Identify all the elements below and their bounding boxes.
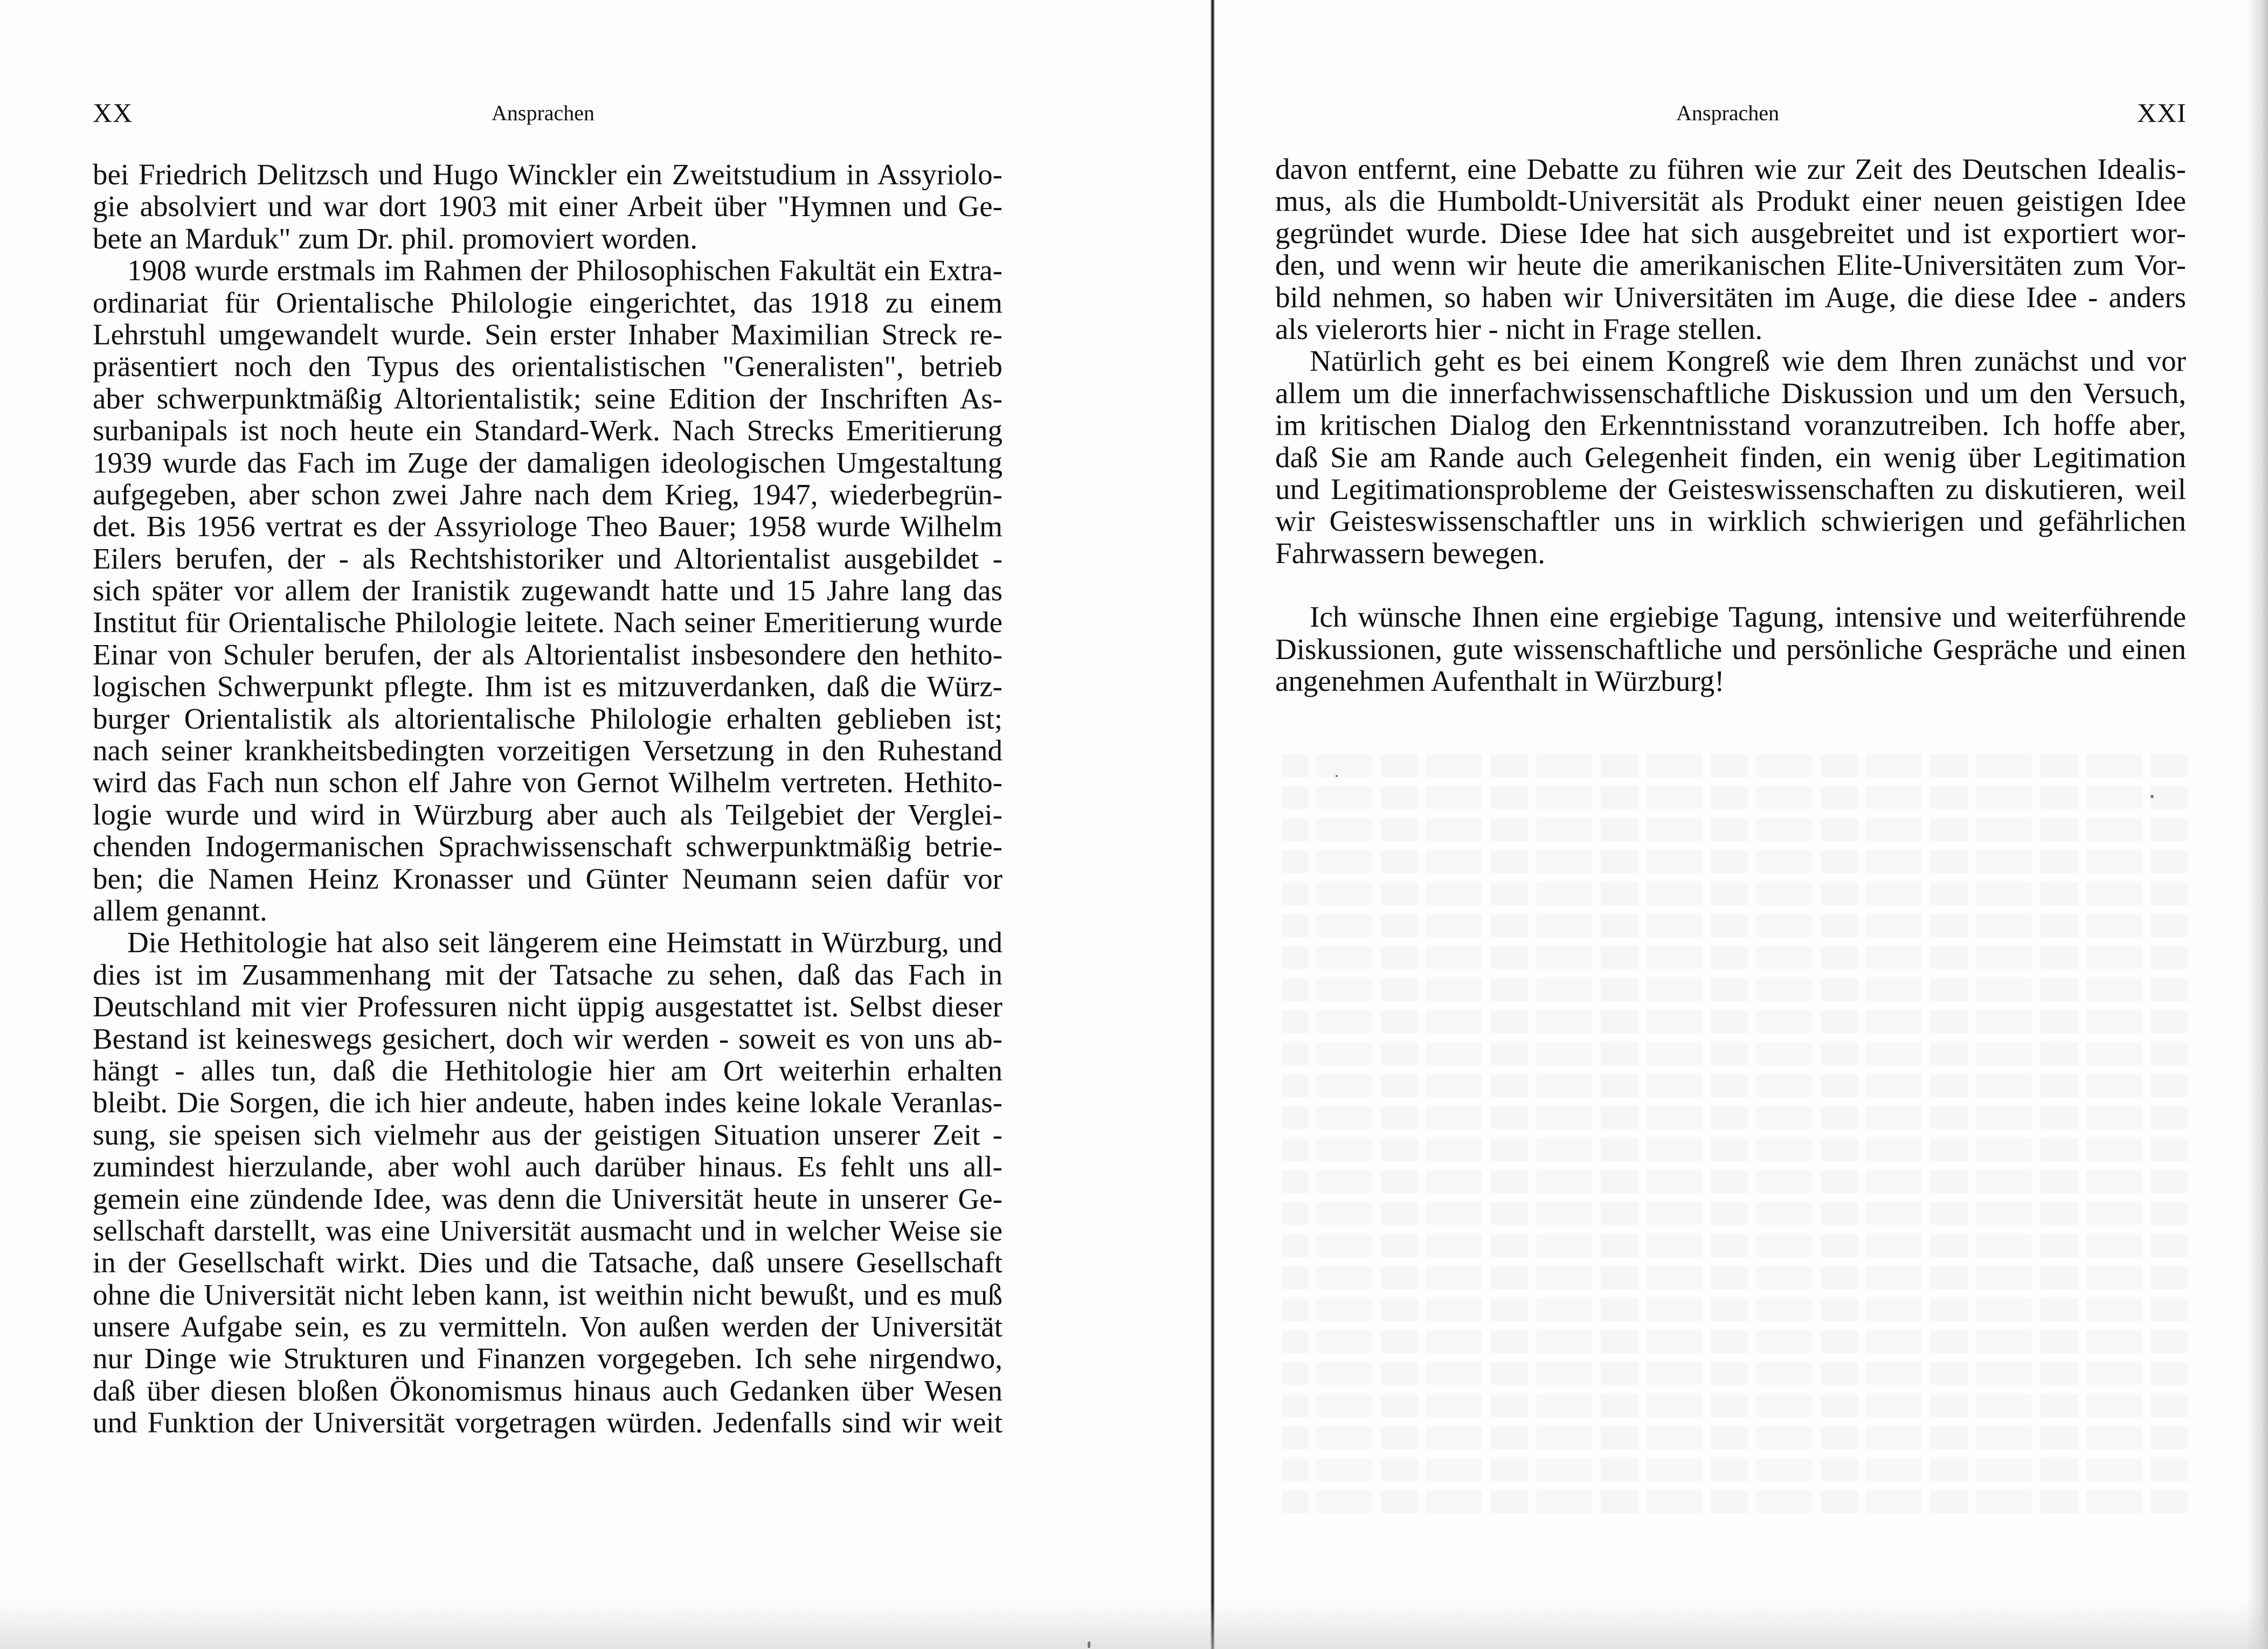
text-line: allem um die innerfachwissenschaftliche Diskussion und um den Versuch,: [1275, 377, 2186, 410]
book-gutter-divider: [1211, 0, 1215, 1649]
show-through-reverse-text: [1283, 749, 2188, 1557]
text-line: sung, sie speisen sich vielmehr aus der geistigen Situation unserer Zeit -: [93, 1118, 1002, 1151]
paragraph: [93, 926, 1002, 1438]
text-line: det. Bis 1956 vertrat es der Assyriologe Theo Bauer; 1958 wurde Wilhelm: [93, 510, 1002, 543]
text-line: 1908 wurde erstmals im Rahmen der Philosophischen Fakultät ein Extra-: [127, 254, 1002, 287]
page-number-left: XX: [93, 98, 133, 128]
text-line: angenehmen Aufenthalt in Würzburg!: [1275, 665, 1725, 697]
text-line: Lehrstuhl umgewandelt wurde. Sein erster Inhaber Maximilian Streck re-: [93, 318, 1002, 351]
text-line: präsentiert noch den Typus des orientalistischen "Generalisten", betrieb: [93, 350, 1002, 383]
text-line: Einar von Schuler berufen, der als Altorientalist insbesondere den hethito-: [93, 638, 1002, 671]
text-line: sellschaft darstellt, was eine Universität ausmacht und in welcher Weise sie: [93, 1214, 1002, 1247]
text-line: aufgegeben, aber schon zwei Jahre nach dem Krieg, 1947, wiederbegrün-: [93, 478, 1002, 511]
bottom-scan-shadow: [0, 1600, 2268, 1649]
text-line: gemein eine zündende Idee, was denn die Universität heute in unserer Ge-: [93, 1182, 1002, 1215]
text-line: gie absolviert und war dort 1903 mit einer Arbeit über "Hymnen und Ge-: [93, 190, 1002, 223]
text-line: Institut für Orientalische Philologie leitete. Nach seiner Emeritierung wurde: [93, 606, 1002, 639]
right-body-text: [1275, 153, 2186, 697]
text-line: unsere Aufgabe sein, es zu vermitteln. Von außen werden der Universität: [93, 1311, 1002, 1343]
text-line: aber schwerpunktmäßig Altorientalistik; seine Edition der Inschriften As-: [93, 382, 1002, 415]
text-line: burger Orientalistik als altorientalische Philologie erhalten geblieben ist;: [93, 702, 1002, 735]
text-line: Ich wünsche Ihnen eine ergiebige Tagung, intensive und weiterführende: [1310, 601, 2186, 633]
text-line: chenden Indogermanischen Sprachwissenschaft schwerpunktmäßig betrie-: [93, 830, 1002, 863]
text-line: daß Sie am Rande auch Gelegenheit finden, ein wenig über Legitimation: [1275, 441, 2186, 473]
text-line: im kritischen Dialog den Erkenntnisstand voranzutreiben. Ich hoffe aber,: [1275, 409, 2186, 441]
text-line: daß über diesen bloßen Ökonomismus hinaus auch Gedanken über Wesen: [93, 1374, 1002, 1407]
paragraph: [93, 254, 1002, 926]
text-line: hängt - alles tun, daß die Hethitologie hier am Ort weiterhin erhalten: [93, 1054, 1002, 1087]
running-head-left: Ansprachen: [492, 101, 595, 125]
text-line: Die Hethitologie hat also seit längerem eine Heimstatt in Würzburg, und: [127, 926, 1002, 959]
paragraph: [93, 158, 1002, 254]
text-line: mus, als die Humboldt-Universität als Produkt einer neuen geistigen Idee: [1275, 185, 2186, 217]
text-line: Fahrwassern bewegen.: [1275, 537, 1545, 570]
text-line: und Funktion der Universität vorgetragen würden. Jedenfalls sind wir weit: [93, 1406, 1002, 1439]
text-line: ordinariat für Orientalische Philologie eingerichtet, das 1918 zu einem: [93, 286, 1002, 318]
text-line: allem genannt.: [93, 894, 267, 927]
text-line: Eilers berufen, der - als Rechtshistoriker und Altorientalist ausgebildet -: [93, 542, 1002, 575]
text-line: sich später vor allem der Iranistik zugewandt hatte und 15 Jahre lang das: [93, 574, 1002, 607]
text-line: davon entfernt, eine Debatte zu führen wie zur Zeit des Deutschen Idealis-: [1275, 153, 2186, 185]
text-line: 1939 wurde das Fach im Zuge der damaligen ideologischen Umgestaltung: [93, 446, 1002, 479]
text-line: Natürlich geht es bei einem Kongreß wie dem Ihren zunächst und vor: [1310, 345, 2186, 377]
text-line: nur Dinge wie Strukturen und Finanzen vorgegeben. Ich sehe nirgendwo,: [93, 1342, 1002, 1375]
text-line: Deutschland mit vier Professuren nicht üppig ausgestattet ist. Selbst dieser: [93, 990, 1002, 1023]
text-line: und Legitimationsprobleme der Geisteswissenschaften zu diskutieren, weil: [1275, 473, 2186, 505]
left-body-text: [93, 158, 1002, 1439]
text-line: als vielerorts hier - nicht in Frage stellen.: [1275, 313, 1763, 345]
text-line: nach seiner krankheitsbedingten vorzeitigen Versetzung in den Ruhestand: [93, 735, 1002, 767]
paragraph-spacer: [1275, 569, 2186, 601]
text-line: surbanipals ist noch heute ein Standard-Werk. Nach Strecks Emeritierung: [93, 414, 1002, 447]
text-line: bei Friedrich Delitzsch und Hugo Winckler ein Zweitstudium in Assyriolo-: [93, 158, 1002, 191]
text-line: wir Geisteswissenschaftler uns in wirklich schwierigen und gefährlichen: [1275, 505, 2186, 537]
text-line: ohne die Universität nicht leben kann, ist weithin nicht bewußt, und es muß: [93, 1278, 1002, 1311]
paragraph: [1275, 601, 2186, 697]
scan-speck: [2151, 795, 2154, 798]
text-line: bete an Marduk" zum Dr. phil. promoviert worden.: [93, 222, 698, 255]
text-line: in der Gesellschaft wirkt. Dies und die Tatsache, daß unsere Gesellschaft: [93, 1246, 1002, 1279]
text-line: logischen Schwerpunkt pflegte. Ihm ist es mitzuverdanken, daß die Würz-: [93, 670, 1002, 703]
scan-speck: [1336, 775, 1338, 777]
paragraph: [1275, 153, 2186, 345]
text-line: zumindest hierzulande, aber wohl auch darüber hinaus. Es fehlt uns all-: [93, 1151, 1002, 1183]
running-head-right: Ansprachen: [1676, 101, 1780, 125]
text-line: den, und wenn wir heute die amerikanischen Elite-Universitäten zum Vor-: [1275, 249, 2186, 281]
scan-speck: [1088, 1641, 1090, 1648]
text-line: Bestand ist keineswegs gesichert, doch wir werden - soweit es von uns ab-: [93, 1022, 1002, 1055]
text-line: bild nehmen, so haben wir Universitäten im Auge, die diese Idee - anders: [1275, 281, 2186, 313]
text-line: ben; die Namen Heinz Kronasser und Günter Neumann seien dafür vor: [93, 862, 1002, 895]
page-number-right: XXI: [2137, 98, 2187, 128]
text-line: bleibt. Die Sorgen, die ich hier andeute, haben indes keine lokale Veranlas-: [93, 1086, 1002, 1119]
text-line: wird das Fach nun schon elf Jahre von Gernot Wilhelm vertreten. Hethito-: [93, 766, 1002, 799]
text-line: logie wurde und wird in Würzburg aber auch als Teilgebiet der Verglei-: [93, 798, 1002, 831]
text-line: gegründet wurde. Diese Idee hat sich ausgebreitet und ist exportiert wor-: [1275, 217, 2186, 250]
page-edge-shadow: [2246, 0, 2268, 1649]
text-line: Diskussionen, gute wissenschaftliche und persönliche Gespräche und einen: [1275, 633, 2186, 666]
paragraph: [1275, 345, 2186, 569]
text-line: dies ist im Zusammenhang mit der Tatsache zu sehen, daß das Fach in: [93, 958, 1002, 991]
